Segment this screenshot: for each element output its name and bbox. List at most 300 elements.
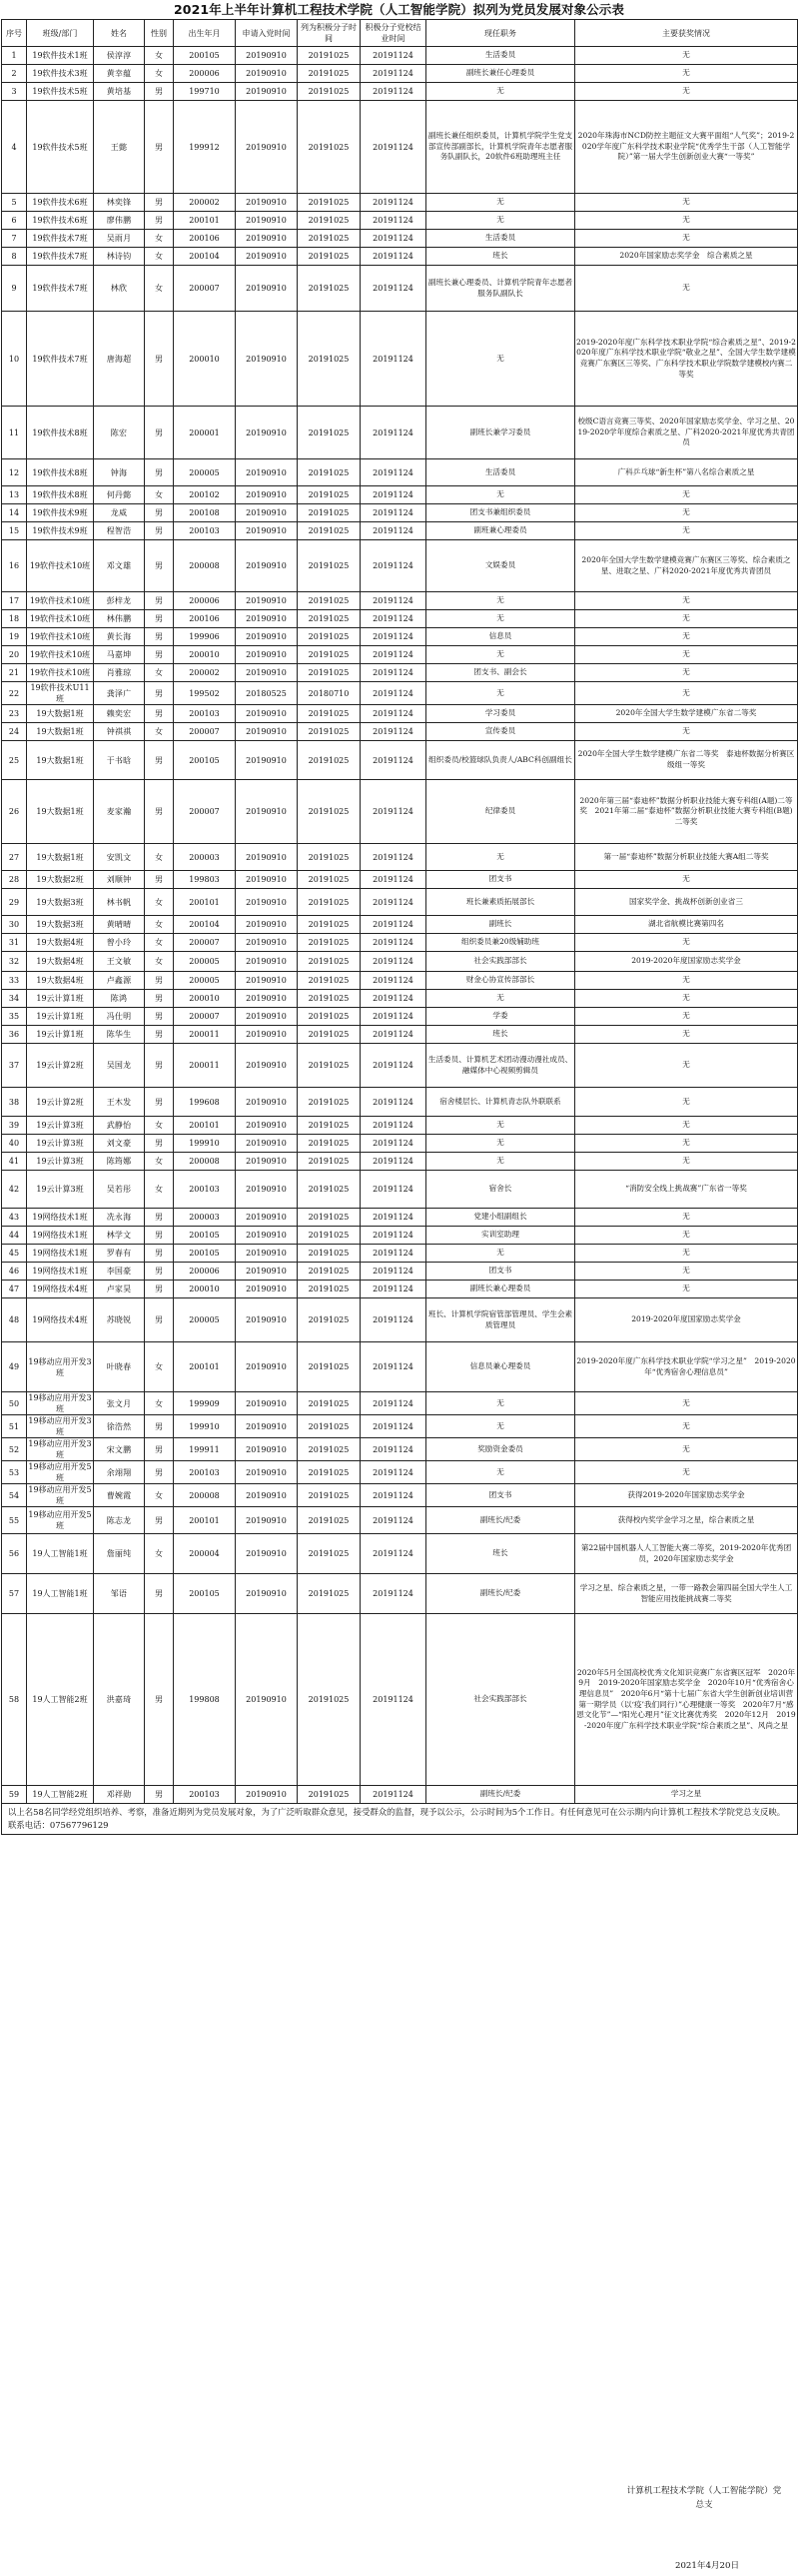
row-apply: 20190910	[236, 1415, 298, 1438]
row-apply: 20190910	[236, 1263, 298, 1281]
row-name: 吴若彤	[94, 1171, 145, 1209]
row-birth: 200002	[174, 194, 236, 212]
table-row	[2, 312, 798, 407]
row-active: 20191025	[298, 1484, 361, 1507]
row-award: 无	[575, 1209, 798, 1227]
row-no: 50	[2, 1392, 27, 1415]
row-active: 20191025	[298, 1171, 361, 1209]
row-position: 团支书、副会长	[426, 664, 575, 682]
row-active: 20191025	[298, 212, 361, 230]
row-class: 19大数据4班	[27, 934, 94, 952]
row-award: “消防安全线上挑战赛”广东省一等奖	[575, 1171, 798, 1209]
row-no: 22	[2, 682, 27, 705]
row-birth: 199912	[174, 101, 236, 194]
row-no: 58	[2, 1614, 27, 1786]
row-active: 20191025	[298, 889, 361, 916]
row-birth: 200003	[174, 1209, 236, 1227]
row-name: 唐海超	[94, 312, 145, 407]
table-row	[2, 1044, 798, 1088]
row-position: 纪律委员	[426, 780, 575, 844]
row-class: 19软件技术9班	[27, 522, 94, 540]
row-class: 19软件技术8班	[27, 486, 94, 504]
row-birth: 199808	[174, 1614, 236, 1786]
row-sex: 男	[145, 1298, 174, 1342]
row-name: 黄幸蕴	[94, 65, 145, 83]
row-grad: 20191124	[361, 486, 426, 504]
row-sex: 女	[145, 1153, 174, 1171]
row-sex: 男	[145, 1209, 174, 1227]
row-sex: 男	[145, 1245, 174, 1263]
row-no: 3	[2, 83, 27, 101]
row-apply: 20190910	[236, 1245, 298, 1263]
row-position: 组织委员/校篮球队负责人/ABC科创副组长	[426, 741, 575, 780]
row-no: 34	[2, 990, 27, 1008]
row-no: 7	[2, 230, 27, 248]
row-active: 20191025	[298, 972, 361, 990]
table-row	[2, 723, 798, 741]
table-row	[2, 705, 798, 723]
table-row	[2, 916, 798, 934]
row-sex: 女	[145, 916, 174, 934]
row-birth: 200007	[174, 723, 236, 741]
row-name: 钟海	[94, 459, 145, 486]
table-row	[2, 871, 798, 889]
row-no: 41	[2, 1153, 27, 1171]
table-row	[2, 664, 798, 682]
row-active: 20191025	[298, 1614, 361, 1786]
header-position: 现任职务	[426, 20, 575, 47]
row-name: 侯淳淳	[94, 47, 145, 65]
row-award: 获得校内奖学金学习之星，综合素质之星	[575, 1507, 798, 1534]
row-grad: 20191124	[361, 705, 426, 723]
row-award: 无	[575, 504, 798, 522]
row-apply: 20190910	[236, 1574, 298, 1614]
row-apply: 20190910	[236, 646, 298, 664]
row-position: 副班长兼任心理委员	[426, 65, 575, 83]
row-birth: 200105	[174, 741, 236, 780]
row-name: 陈华生	[94, 1026, 145, 1044]
row-class: 19大数据4班	[27, 952, 94, 972]
row-class: 19软件技术7班	[27, 230, 94, 248]
row-name: 宋文鹏	[94, 1438, 145, 1461]
row-apply: 20190910	[236, 1507, 298, 1534]
row-apply: 20190910	[236, 1088, 298, 1117]
row-apply: 20190910	[236, 459, 298, 486]
row-award: 学习之星、综合素质之星，一带一路教会第四届全国大学生人工智能应用技能挑战赛二等奖	[575, 1574, 798, 1614]
row-sex: 男	[145, 1415, 174, 1438]
row-position: 班长、计算机学院宿管部管理员、学生会素质管理员	[426, 1298, 575, 1342]
page-title: 2021年上半年计算机工程技术学院（人工智能学院）拟列为党员发展对象公示表	[174, 2, 624, 17]
row-sex: 男	[145, 628, 174, 646]
row-no: 20	[2, 646, 27, 664]
candidate-table	[1, 19, 798, 1835]
row-active: 20191025	[298, 1392, 361, 1415]
row-award: 无	[575, 486, 798, 504]
row-award: 无	[575, 1026, 798, 1044]
table-row	[2, 504, 798, 522]
row-sex: 男	[145, 780, 174, 844]
row-sex: 男	[145, 1227, 174, 1245]
row-position: 无	[426, 1153, 575, 1171]
row-class: 19大数据2班	[27, 871, 94, 889]
row-sex: 男	[145, 741, 174, 780]
header-sex: 性别	[145, 20, 174, 47]
row-apply: 20190910	[236, 610, 298, 628]
row-apply: 20190910	[236, 916, 298, 934]
row-no: 5	[2, 194, 27, 212]
row-class: 19网络技术1班	[27, 1209, 94, 1227]
row-active: 20191025	[298, 1786, 361, 1804]
row-no: 45	[2, 1245, 27, 1263]
row-award: 2020年全国大学生数学建模竞赛广东赛区三等奖、综合素质之星、进取之星、广科2020-2021年度优秀共青团员	[575, 540, 798, 592]
row-active: 20191025	[298, 459, 361, 486]
row-active: 20191025	[298, 1507, 361, 1534]
row-birth: 200101	[174, 889, 236, 916]
row-position: 副班长	[426, 916, 575, 934]
row-no: 1	[2, 47, 27, 65]
row-name: 程智浩	[94, 522, 145, 540]
row-apply: 20190910	[236, 1342, 298, 1392]
row-sex: 男	[145, 1461, 174, 1484]
row-name: 叶晓春	[94, 1342, 145, 1392]
row-class: 19软件技术7班	[27, 312, 94, 407]
row-award: 无	[575, 646, 798, 664]
table-row	[2, 628, 798, 646]
row-active: 20191025	[298, 266, 361, 312]
row-grad: 20191124	[361, 230, 426, 248]
row-award: 无	[575, 1415, 798, 1438]
table-row	[2, 407, 798, 459]
row-no: 56	[2, 1534, 27, 1574]
row-sex: 男	[145, 1786, 174, 1804]
row-sex: 男	[145, 1008, 174, 1026]
row-class: 19云计算3班	[27, 1171, 94, 1209]
row-class: 19软件技术7班	[27, 248, 94, 266]
row-name: 麦家瀚	[94, 780, 145, 844]
table-row	[2, 194, 798, 212]
row-grad: 20191124	[361, 1484, 426, 1507]
row-birth: 200106	[174, 610, 236, 628]
row-active: 20191025	[298, 248, 361, 266]
row-position: 信息员	[426, 628, 575, 646]
row-birth: 200002	[174, 664, 236, 682]
table-row	[2, 1298, 798, 1342]
row-grad: 20191124	[361, 780, 426, 844]
row-position: 班长	[426, 1534, 575, 1574]
row-grad: 20191124	[361, 952, 426, 972]
table-row	[2, 889, 798, 916]
row-apply: 20190910	[236, 1153, 298, 1171]
table-row	[2, 682, 798, 705]
row-award: 无	[575, 194, 798, 212]
row-active: 20191025	[298, 844, 361, 871]
row-award: 国家奖学金、挑战杯创新创业省三	[575, 889, 798, 916]
row-award: 无	[575, 1392, 798, 1415]
header-birth: 出生年月	[174, 20, 236, 47]
row-no: 25	[2, 741, 27, 780]
table-row	[2, 101, 798, 194]
row-no: 55	[2, 1507, 27, 1534]
row-class: 19软件技术10班	[27, 628, 94, 646]
row-active: 20191025	[298, 741, 361, 780]
row-birth: 200001	[174, 407, 236, 459]
row-grad: 20191124	[361, 1614, 426, 1786]
row-apply: 20190910	[236, 1281, 298, 1298]
table-row	[2, 1245, 798, 1263]
row-no: 31	[2, 934, 27, 952]
row-class: 19大数据1班	[27, 741, 94, 780]
row-grad: 20191124	[361, 540, 426, 592]
row-grad: 20191124	[361, 592, 426, 610]
row-name: 邓祥勋	[94, 1786, 145, 1804]
row-class: 19软件技术8班	[27, 407, 94, 459]
row-position: 宣传委员	[426, 723, 575, 741]
row-apply: 20190910	[236, 1298, 298, 1342]
row-apply: 20190910	[236, 1117, 298, 1135]
row-sex: 男	[145, 646, 174, 664]
row-sex: 女	[145, 1484, 174, 1507]
row-award: 无	[575, 266, 798, 312]
row-no: 18	[2, 610, 27, 628]
row-grad: 20191124	[361, 723, 426, 741]
table-row	[2, 1507, 798, 1534]
row-position: 生活委员、计算机艺术团动漫动漫社成员、融媒体中心视频剪辑员	[426, 1044, 575, 1088]
row-birth: 200006	[174, 1263, 236, 1281]
row-grad: 20191124	[361, 646, 426, 664]
row-grad: 20191124	[361, 1117, 426, 1135]
row-grad: 20191124	[361, 1227, 426, 1245]
table-row	[2, 1415, 798, 1438]
row-class: 19云计算1班	[27, 1008, 94, 1026]
row-birth: 200010	[174, 646, 236, 664]
row-name: 钟祺祺	[94, 723, 145, 741]
row-position: 无	[426, 844, 575, 871]
row-position: 学委	[426, 1008, 575, 1026]
header-active: 列为积极分子时间	[298, 20, 361, 47]
row-grad: 20191124	[361, 1008, 426, 1026]
row-name: 肖雅琼	[94, 664, 145, 682]
row-apply: 20190910	[236, 1209, 298, 1227]
row-apply: 20190910	[236, 972, 298, 990]
row-active: 20191025	[298, 1008, 361, 1026]
row-apply: 20190910	[236, 664, 298, 682]
table-row	[2, 592, 798, 610]
row-position: 团支书	[426, 1484, 575, 1507]
row-name: 洪嘉琦	[94, 1614, 145, 1786]
row-grad: 20191124	[361, 1026, 426, 1044]
row-apply: 20190910	[236, 522, 298, 540]
row-position: 党建小组副组长	[426, 1209, 575, 1227]
row-award: 获得2019-2020年国家励志奖学金	[575, 1484, 798, 1507]
table-row	[2, 1171, 798, 1209]
row-class: 19软件技术5班	[27, 101, 94, 194]
row-name: 余翊翔	[94, 1461, 145, 1484]
row-birth: 199710	[174, 83, 236, 101]
row-award: 无	[575, 682, 798, 705]
row-active: 20191025	[298, 610, 361, 628]
row-class: 19移动应用开发3班	[27, 1342, 94, 1392]
row-name: 廖伟鹏	[94, 212, 145, 230]
row-sex: 女	[145, 1117, 174, 1135]
row-class: 19软件技术7班	[27, 266, 94, 312]
row-award: 无	[575, 1263, 798, 1281]
row-position: 文娱委员	[426, 540, 575, 592]
row-grad: 20191124	[361, 1088, 426, 1117]
table-row	[2, 1574, 798, 1614]
row-apply: 20190910	[236, 1026, 298, 1044]
row-name: 龚泽广	[94, 682, 145, 705]
row-sex: 男	[145, 682, 174, 705]
signature-date: 2021年4月20日	[675, 2561, 740, 2571]
row-birth: 199911	[174, 1438, 236, 1461]
row-birth: 200010	[174, 1281, 236, 1298]
row-award: 2020年全国大学生数学建模广东省二等奖 泰迪杯数据分析赛区级组一等奖	[575, 741, 798, 780]
row-sex: 男	[145, 990, 174, 1008]
row-apply: 20190910	[236, 1392, 298, 1415]
row-birth: 200007	[174, 1008, 236, 1026]
row-sex: 男	[145, 101, 174, 194]
row-birth: 200010	[174, 990, 236, 1008]
row-position: 无	[426, 646, 575, 664]
row-grad: 20191124	[361, 1171, 426, 1209]
row-apply: 20180525	[236, 682, 298, 705]
row-grad: 20191124	[361, 1574, 426, 1614]
row-active: 20191025	[298, 1088, 361, 1117]
row-name: 王懿	[94, 101, 145, 194]
table-row	[2, 522, 798, 540]
row-active: 20191025	[298, 871, 361, 889]
row-award: 2019-2020年度广东科学技术职业学院“学习之星” 2019-2020年“优秀宿舍心理信息员”	[575, 1342, 798, 1392]
row-birth: 200008	[174, 1153, 236, 1171]
row-active: 20191025	[298, 1415, 361, 1438]
row-sex: 女	[145, 1342, 174, 1392]
row-award: 2020年珠海市NCD防控主题征文大赛平面组“人气奖”；2019-2020学年度广东科学技术职业学院“优秀学生干部（人工智能学院）”第一届大学生创新创业大赛“一等奖”	[575, 101, 798, 194]
row-apply: 20190910	[236, 83, 298, 101]
row-grad: 20191124	[361, 844, 426, 871]
row-grad: 20191124	[361, 1044, 426, 1088]
row-name: 刘文豪	[94, 1135, 145, 1153]
row-class: 19人工智能1班	[27, 1574, 94, 1614]
row-position: 团支书	[426, 1263, 575, 1281]
row-apply: 20190910	[236, 101, 298, 194]
row-award: 2019-2020年度广东科学技术职业学院“综合素质之星”、2019-2020年度广东科学技术职业学院“敬业之星”、全国大学生数学建模竞赛广东赛区三等奖、广东科学技术职业学院数学建模校内赛二等奖	[575, 312, 798, 407]
row-grad: 20191124	[361, 990, 426, 1008]
row-name: 何丹懿	[94, 486, 145, 504]
row-name: 陈筠娜	[94, 1153, 145, 1171]
row-active: 20191025	[298, 1298, 361, 1342]
row-position: 无	[426, 312, 575, 407]
notice-text: 以上名58名同学经党组织培养、考察，准备近期列为党员发展对象，为了广泛听取群众意见，接受群众的监督，现予以公示，公示时间为5个工作日。有任何意见可在公示期内向计算机工程技术学院党总支反映。联系电话：07567796129	[2, 1804, 798, 1835]
table-header-row	[2, 20, 798, 47]
row-no: 44	[2, 1227, 27, 1245]
row-sex: 男	[145, 1614, 174, 1786]
row-sex: 女	[145, 664, 174, 682]
row-position: 宿舍长	[426, 1171, 575, 1209]
row-birth: 200004	[174, 1534, 236, 1574]
row-grad: 20191124	[361, 194, 426, 212]
row-birth: 200011	[174, 1044, 236, 1088]
row-award: 无	[575, 972, 798, 990]
row-birth: 199909	[174, 1392, 236, 1415]
row-grad: 20191124	[361, 1392, 426, 1415]
row-grad: 20191124	[361, 889, 426, 916]
row-award: 无	[575, 1438, 798, 1461]
row-grad: 20191124	[361, 504, 426, 522]
row-name: 黄晴晴	[94, 916, 145, 934]
row-apply: 20190910	[236, 1044, 298, 1088]
row-award: 无	[575, 592, 798, 610]
row-award: 2020年第三届“泰迪杯”数据分析职业技能大赛专科组(A题)二等奖 2021年第二届“泰迪杯”数据分析职业技能大赛专科组(B题)二等奖	[575, 780, 798, 844]
row-no: 54	[2, 1484, 27, 1507]
row-sex: 男	[145, 1135, 174, 1153]
row-apply: 20190910	[236, 312, 298, 407]
table-row	[2, 1088, 798, 1117]
row-apply: 20190910	[236, 230, 298, 248]
row-class: 19网络技术4班	[27, 1281, 94, 1298]
row-no: 19	[2, 628, 27, 646]
row-position: 无	[426, 212, 575, 230]
row-name: 林书帆	[94, 889, 145, 916]
row-active: 20191025	[298, 1574, 361, 1614]
row-award: 无	[575, 934, 798, 952]
row-name: 徐浩然	[94, 1415, 145, 1438]
row-birth: 199502	[174, 682, 236, 705]
row-no: 46	[2, 1263, 27, 1281]
row-class: 19大数据1班	[27, 844, 94, 871]
row-no: 12	[2, 459, 27, 486]
row-birth: 200005	[174, 952, 236, 972]
row-class: 19软件技术1班	[27, 47, 94, 65]
row-class: 19人工智能1班	[27, 1534, 94, 1574]
row-sex: 女	[145, 723, 174, 741]
row-position: 财金心协宣传部部长	[426, 972, 575, 990]
row-no: 39	[2, 1117, 27, 1135]
table-row	[2, 230, 798, 248]
row-name: 陈宏	[94, 407, 145, 459]
row-grad: 20191124	[361, 522, 426, 540]
row-position: 无	[426, 486, 575, 504]
row-grad: 20191124	[361, 47, 426, 65]
row-class: 19移动应用开发5班	[28, 1485, 92, 1505]
row-no: 47	[2, 1281, 27, 1298]
row-class: 19云计算3班	[27, 1117, 94, 1135]
row-position: 团支书兼组织委员	[426, 504, 575, 522]
row-active: 20191025	[298, 1245, 361, 1263]
row-name: 马嘉坤	[94, 646, 145, 664]
row-class: 19云计算1班	[27, 990, 94, 1008]
row-birth: 200008	[174, 540, 236, 592]
row-name: 冼永海	[94, 1209, 145, 1227]
row-name: 于书晗	[94, 741, 145, 780]
row-grad: 20191124	[361, 1786, 426, 1804]
row-birth: 200103	[174, 522, 236, 540]
row-position: 实训室助理	[426, 1227, 575, 1245]
row-apply: 20190910	[236, 194, 298, 212]
row-award: 湖北省航模比赛第四名	[575, 916, 798, 934]
row-name: 苏晓锐	[94, 1298, 145, 1342]
row-grad: 20191124	[361, 312, 426, 407]
row-position: 副班长/纪委	[426, 1507, 575, 1534]
row-birth: 200101	[174, 1117, 236, 1135]
row-position: 无	[426, 610, 575, 628]
row-position: 无	[426, 1392, 575, 1415]
row-award: 广科乒乓球“新生杯”第八名综合素质之星	[575, 459, 798, 486]
row-award: 无	[575, 65, 798, 83]
row-no: 57	[2, 1574, 27, 1614]
row-name: 邹语	[94, 1574, 145, 1614]
row-award: 无	[575, 1135, 798, 1153]
row-sex: 女	[145, 47, 174, 65]
